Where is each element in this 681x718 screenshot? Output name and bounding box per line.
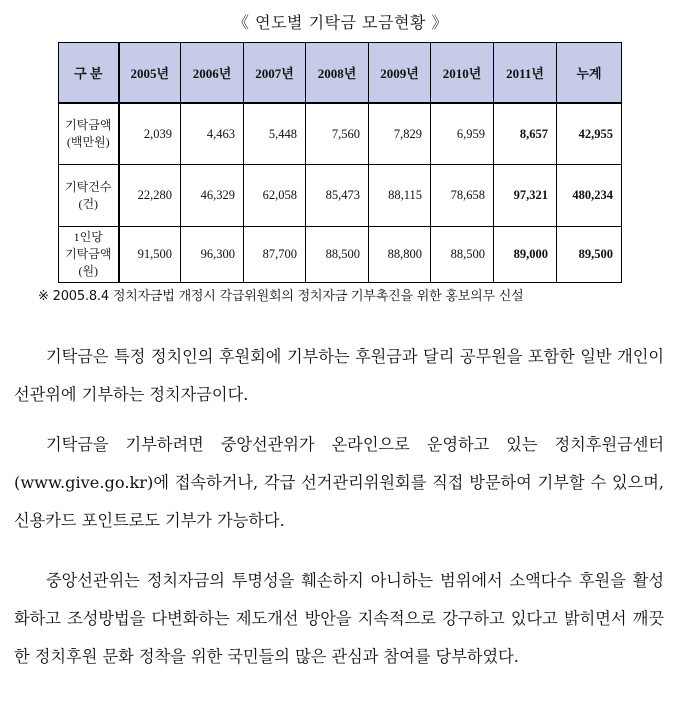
table-cell: 91,500	[119, 227, 181, 283]
table-cell-total: 42,955	[557, 103, 622, 165]
column-header: 2007년	[244, 43, 306, 104]
table-cell: 89,000	[494, 227, 557, 283]
column-header: 2005년	[119, 43, 181, 104]
table-cell: 96,300	[181, 227, 244, 283]
row-label: 기탁금액 (백만원)	[59, 103, 119, 165]
column-header: 2009년	[369, 43, 431, 104]
table-cell: 87,700	[244, 227, 306, 283]
column-header: 구 분	[59, 43, 119, 104]
row-label: 1인당 기탁금액 (원)	[59, 227, 119, 283]
table-cell: 22,280	[119, 165, 181, 227]
table-header-row	[59, 43, 622, 104]
table-cell: 5,448	[244, 103, 306, 165]
table-cell: 62,058	[244, 165, 306, 227]
table-cell: 88,500	[431, 227, 494, 283]
table-cell: 88,500	[306, 227, 369, 283]
table-cell: 88,115	[369, 165, 431, 227]
row-label: 기탁건수 (건)	[59, 165, 119, 227]
table-cell: 7,560	[306, 103, 369, 165]
column-header: 누계	[557, 43, 622, 104]
table-cell: 8,657	[494, 103, 557, 165]
table-cell: 88,800	[369, 227, 431, 283]
paragraph: 기탁금을 기부하려면 중앙선관위가 온라인으로 운영하고 있는 정치후원금센터(www.give.go.kr)에 접속하거나, 각급 선거관리위원회를 직접 방문하여 기부할 수 있으며, 신용카드 포인트로도 기부가 가능하다.	[14, 435, 664, 530]
table-cell: 6,959	[431, 103, 494, 165]
table-cell: 78,658	[431, 165, 494, 227]
table-cell: 46,329	[181, 165, 244, 227]
table-cell: 4,463	[181, 103, 244, 165]
column-header: 2006년	[181, 43, 244, 104]
table-cell: 97,321	[494, 165, 557, 227]
column-header: 2011년	[494, 43, 557, 104]
table-row	[59, 227, 622, 283]
donation-table	[58, 42, 622, 283]
table-title: 《 연도별 기탁금 모금현황 》	[233, 13, 448, 32]
column-header: 2008년	[306, 43, 369, 104]
table-row	[59, 165, 622, 227]
table-cell: 85,473	[306, 165, 369, 227]
table-cell-total: 480,234	[557, 165, 622, 227]
table-row	[59, 103, 622, 165]
column-header: 2010년	[431, 43, 494, 104]
footnote: ※ 2005.8.4 정치자금법 개정시 각급위원회의 정치자금 기부촉진을 위한 홍보의무 신설	[38, 289, 524, 304]
table-cell: 7,829	[369, 103, 431, 165]
paragraph: 중앙선관위는 정치자금의 투명성을 훼손하지 아니하는 범위에서 소액다수 후원을 활성화하고 조성방법을 다변화하는 제도개선 방안을 지속적으로 강구하고 있다고 밝히면서 깨끗한 정치후원 문화 정착을 위한 국민들의 많은 관심과 참여를 당부하였다.	[14, 571, 664, 666]
table-cell-total: 89,500	[557, 227, 622, 283]
paragraph: 기탁금은 특정 정치인의 후원회에 기부하는 후원금과 달리 공무원을 포함한 일반 개인이 선관위에 기부하는 정치자금이다.	[14, 347, 664, 404]
table-cell: 2,039	[119, 103, 181, 165]
